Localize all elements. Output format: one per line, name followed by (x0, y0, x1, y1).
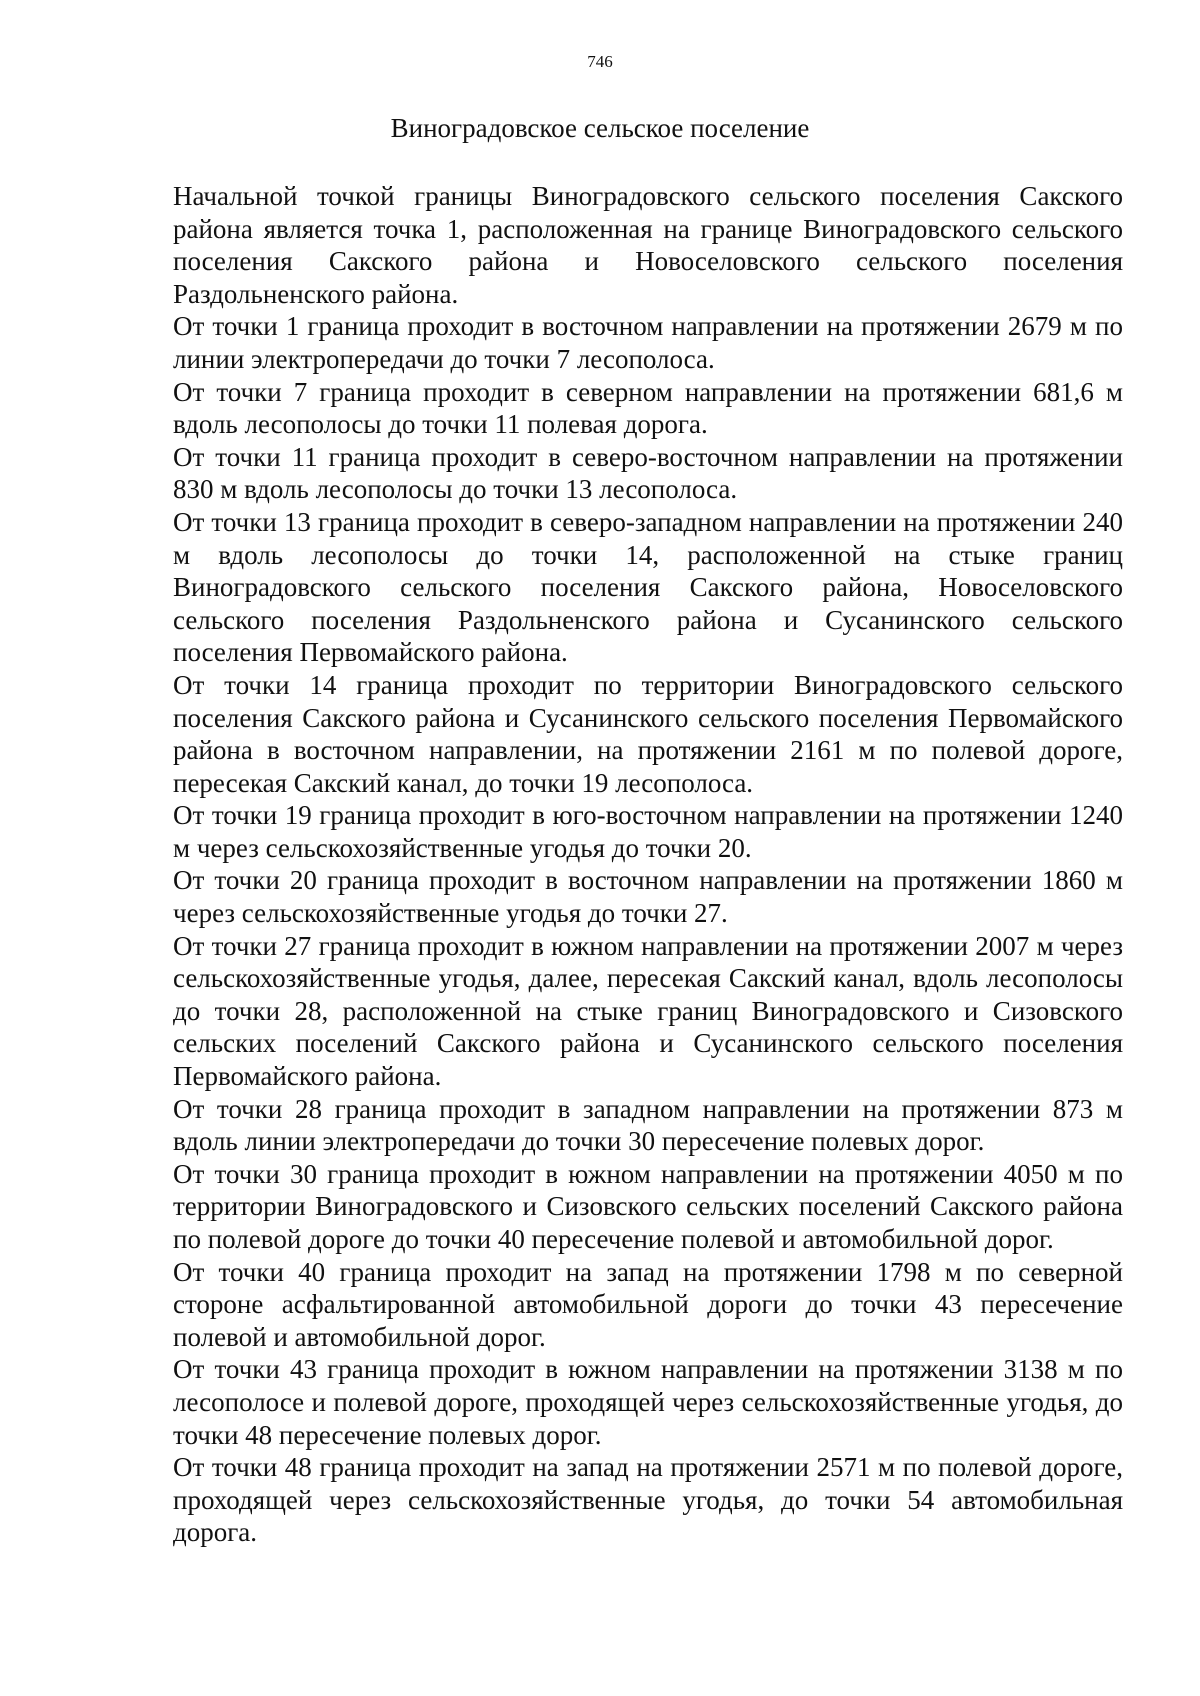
paragraph: От точки 28 граница проходит в западном направлении на протяжении 873 м вдоль линии электропередачи до точки 30 пересечение полевых дорог. (173, 1093, 1123, 1157)
paragraph: От точки 27 граница проходит в южном направлении на протяжении 2007 м через сельскохозяйственные угодья, далее, пересекая Сакский канал, вдоль лесополосы до точки 28, расположенной на стыке границ Виноградовского и Сизовского сельских поселений Сакского района и Сусанинского сельского поселения Первомайского района. (173, 930, 1123, 1092)
page-number: 746 (587, 52, 613, 71)
document-body (173, 180, 1123, 1549)
paragraph: От точки 11 граница проходит в северо-восточном направлении на протяжении 830 м вдоль лесополосы до точки 13 лесополоса. (173, 441, 1123, 505)
paragraph: От точки 1 граница проходит в восточном направлении на протяжении 2679 м по линии электропередачи до точки 7 лесополоса. (173, 311, 1123, 374)
paragraph: От точки 13 граница проходит в северо-западном направлении на протяжении 240 м вдоль лесополосы до точки 14, расположенной на стыке границ Виноградовского сельского поселения Сакского района, Новоселовского сельского поселения Раздольненского района и Сусанинского сельского поселения Первомайского района. (173, 506, 1123, 668)
paragraph: От точки 43 граница проходит в южном направлении на протяжении 3138 м по лесополосе и полевой дороге, проходящей через сельскохозяйственные угодья, до точки 48 пересечение полевых дорог. (173, 1354, 1123, 1450)
paragraph: От точки 20 граница проходит в восточном направлении на протяжении 1860 м через сельскохозяйственные угодья до точки 27. (173, 865, 1123, 929)
paragraph: От точки 19 граница проходит в юго-восточном направлении на протяжении 1240 м через сельскохозяйственные угодья до точки 20. (173, 800, 1123, 863)
paragraph: От точки 40 граница проходит на запад на протяжении 1798 м по северной стороне асфальтированной автомобильной дороги до точки 43 пересечение полевой и автомобильной дорог. (173, 1256, 1123, 1352)
paragraph: От точки 48 граница проходит на запад на протяжении 2571 м по полевой дороге, проходящей через сельскохозяйственные угодья, до точки 54 автомобильная дорога. (173, 1452, 1123, 1548)
paragraph: От точки 30 граница проходит в южном направлении на протяжении 4050 м по территории Виноградовского и Сизовского сельских поселений Сакского района по полевой дороге до точки 40 пересечение полевой и автомобильной дорог. (173, 1158, 1123, 1254)
paragraph: От точки 14 граница проходит по территории Виноградовского сельского поселения Сакского района и Сусанинского сельского поселения Первомайского района в восточном направлении, на протяжении 2161 м по полевой дороге, пересекая Сакский канал, до точки 19 лесополоса. (173, 669, 1123, 798)
paragraph: От точки 7 граница проходит в северном направлении на протяжении 681,6 м вдоль лесополосы до точки 11 полевая дорога. (173, 376, 1123, 440)
paragraph: Начальной точкой границы Виноградовского сельского поселения Сакского района является точка 1, расположенная на границе Виноградовского сельского поселения Сакского района и Новоселовского сельского поселения Раздольненского района. (173, 181, 1123, 309)
document-title: Виноградовское сельское поселение (390, 113, 810, 143)
